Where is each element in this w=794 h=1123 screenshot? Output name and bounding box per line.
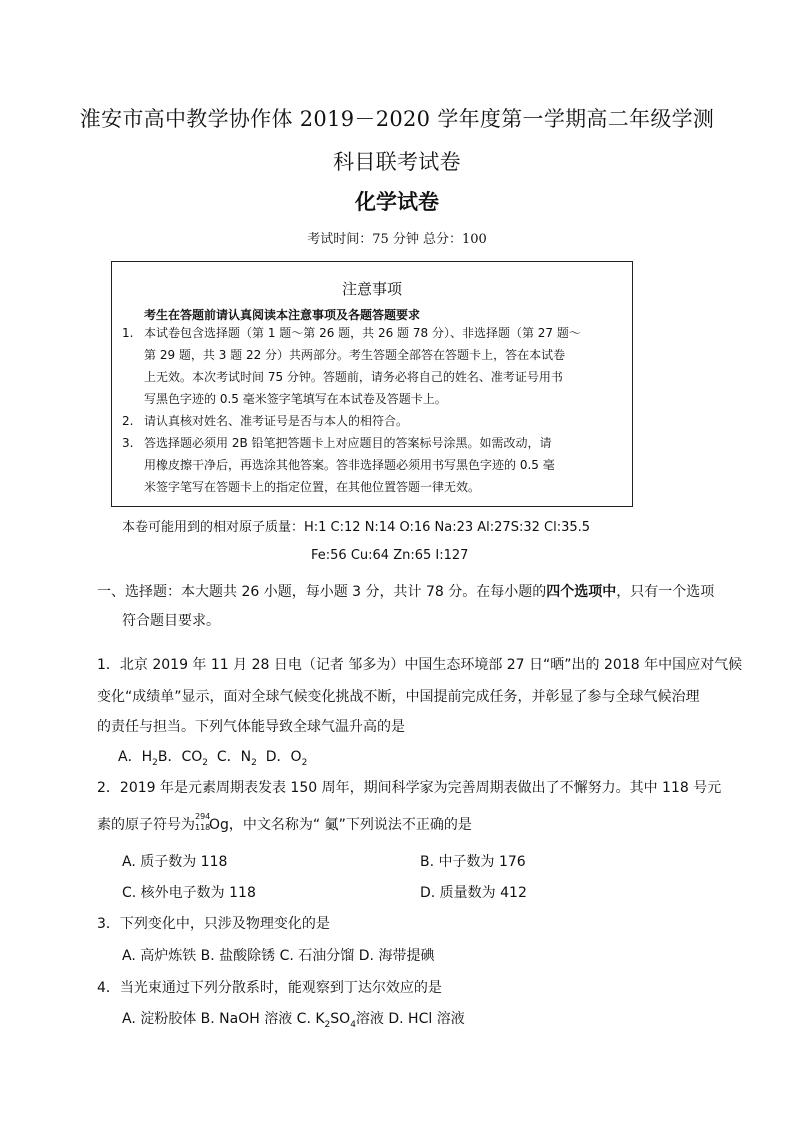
question-4-options: A. 淀粉胶体 B. NaOH 溶液 C. $K_2SO_4$溶液 D. HCl 溶液 (122, 1011, 465, 1030)
section-heading-line2: 符合题目要求。 (122, 613, 220, 629)
section-heading-label: 一、选择题： (97, 584, 181, 600)
notice-title: 注意事项 (341, 280, 402, 298)
question-1-line1: 1．北京 2019 年 11 月 28 日电（记者 邹多为）中国生态环境部 27 日“晒”出的 2018 年中国应对气候 (97, 657, 743, 673)
option-d: D．$O_2$ (265, 749, 308, 768)
notice-item-1-line3: 上无效。本次考试时间 75 分钟。答题前，请务必将自己的姓名、准考证号用书 (144, 370, 563, 384)
notice-item-text: 答选择题必须用 2B 铅笔把答题卡上对应题目的答案标号涂黑。如需改动，请 (144, 436, 552, 450)
notice-item-num: 1. (122, 326, 134, 340)
notice-item-3 (122, 434, 552, 451)
notice-box (111, 261, 633, 507)
exam-title-line1: 淮安市高中教学协作体 2019－2020 学年度第一学期高二年级学测 (79, 107, 715, 131)
notice-item-2 (122, 412, 408, 429)
notice-item-num: 2. (122, 414, 134, 428)
question-2-option-a: A. 质子数为 118 (122, 854, 228, 870)
question-2-option-d: D. 质量数为 412 (420, 885, 527, 901)
notice-item-1 (122, 324, 581, 341)
atomic-masses-line1: 本卷可能用到的相对原子质量：H:1 C:12 N:14 O:16 Na:23 Al:27S:32 Cl:35.5 (122, 520, 591, 535)
question-2-line2: 素的原子符号为 294 118 Og，中文名称为“ 鿫”下列说法不正确的是 (97, 812, 472, 833)
subject-title: 化学试卷 (355, 189, 439, 214)
question-1-line2: 变化“成绩单”显示，面对全球气候变化挑战不断，中国提前完成任务，并彰显了参与全球气候治理 (97, 689, 700, 705)
notice-item-1-line2: 第 29 题，共 3 题 22 分）共两部分。考生答题全部答在答题卡上，答在本试卷 (144, 348, 566, 362)
section-heading-emphasis: 四个选项中 (546, 584, 617, 600)
exam-info: 考试时间：75 分钟 总分：100 (307, 232, 487, 247)
option-a: A．$H_2$ (118, 749, 158, 768)
section-heading-text: 本大题共 26 小题，每小题 3 分，共计 78 分。在每小题的 (181, 584, 547, 600)
atomic-masses-line2: Fe:56 Cu:64 Zn:65 I:127 (311, 548, 469, 563)
notice-item-3-line2: 用橡皮擦干净后，再选涂其他答案。答非选择题必须用书写黑色字迹的 0.5 毫 (144, 458, 555, 472)
exam-title-line2: 科目联考试卷 (333, 150, 461, 174)
question-2-line1: 2．2019 年是元素周期表发表 150 周年，期间科学家为完善周期表做出了不懈努力。其中 118 号元 (97, 780, 722, 796)
notice-lead: 考生在答题前请认真阅读本注意事项及各题答题要求 (144, 308, 421, 322)
notice-item-3-line3: 米签字笔写在答题卡上的指定位置，在其他位置答题一律无效。 (144, 480, 481, 494)
question-2-option-b: B. 中子数为 176 (420, 854, 526, 870)
notice-item-1-line4: 写黑色字迹的 0.5 毫米签字笔填写在本试卷及答题卡上。 (144, 392, 447, 406)
notice-item-text: 请认真核对姓名、准考证号是否与本人的相符合。 (144, 414, 409, 428)
notice-item-num: 3. (122, 436, 134, 450)
question-2-option-c: C. 核外电子数为 118 (122, 885, 256, 901)
element-symbol: Og (209, 817, 229, 833)
question-4-stem: 4．当光束通过下列分散系时，能观察到丁达尔效应的是 (97, 980, 442, 996)
question-1-options (118, 746, 307, 768)
question-3-stem: 3．下列变化中，只涉及物理变化的是 (97, 916, 330, 932)
notice-item-text: 本试卷包含选择题（第 1 题～第 26 题，共 26 题 78 分）、非选择题（第 27 题～ (144, 326, 581, 340)
isotope-notation: 294 118 (195, 812, 211, 832)
option-b: B．$CO_2$ (157, 749, 208, 768)
question-3-options: A. 高炉炼铁 B. 盐酸除锈 C. 石油分馏 D. 海带提碘 (122, 948, 435, 964)
section-heading-text-end: ，只有一个选项 (616, 584, 715, 600)
option-c: C．$N_2$ (216, 749, 257, 768)
question-1-line3: 的责任与担当。下列气体能导致全球气温升高的是 (97, 719, 405, 735)
section-heading (97, 581, 714, 601)
